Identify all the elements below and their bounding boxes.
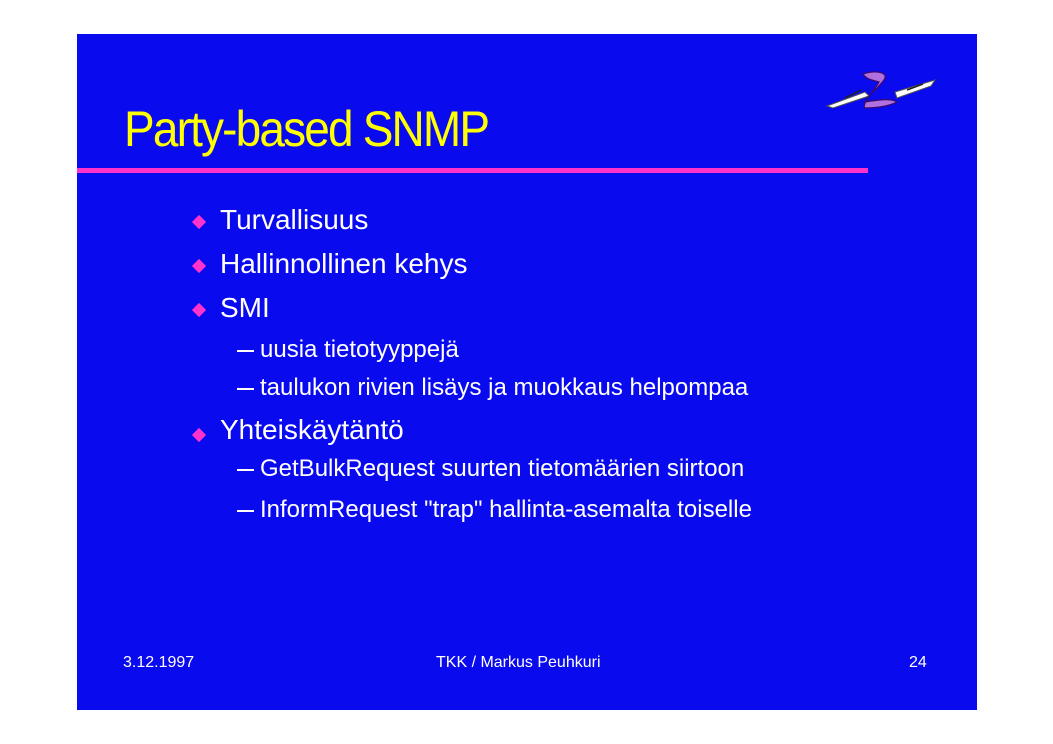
bullet-text: SMI — [220, 292, 270, 323]
sub-bullet-text: uusia tietotyyppejä — [260, 336, 459, 363]
dash-bullet-icon — [237, 350, 254, 352]
sub-bullet-text: GetBulkRequest suurten tietomäärien siirtoon — [260, 455, 745, 482]
footer-author: TKK / Markus Peuhkuri — [436, 654, 601, 671]
slide — [77, 34, 977, 710]
dash-bullet-icon — [237, 388, 254, 390]
footer-date: 3.12.1997 — [123, 654, 195, 671]
diamond-bullet-icon — [192, 428, 206, 442]
sub-bullet-text: taulukon rivien lisäys ja muokkaus helpompaa — [260, 374, 749, 401]
slide-title: Party-based SNMP — [124, 101, 489, 157]
diamond-bullet-icon — [192, 215, 206, 229]
bullet-text: Turvallisuus — [220, 204, 369, 235]
footer-page-number: 24 — [909, 654, 927, 671]
dash-bullet-icon — [237, 469, 254, 471]
bullet-text: Hallinnollinen kehys — [220, 248, 468, 279]
diamond-bullet-icon — [192, 259, 206, 273]
dash-bullet-icon — [237, 510, 254, 512]
bullet-list — [77, 34, 977, 710]
diamond-bullet-icon — [192, 303, 206, 317]
sub-bullet-text: InformRequest "trap" hallinta-asemalta toiselle — [260, 496, 752, 523]
bullet-text: Yhteiskäytäntö — [220, 414, 404, 445]
